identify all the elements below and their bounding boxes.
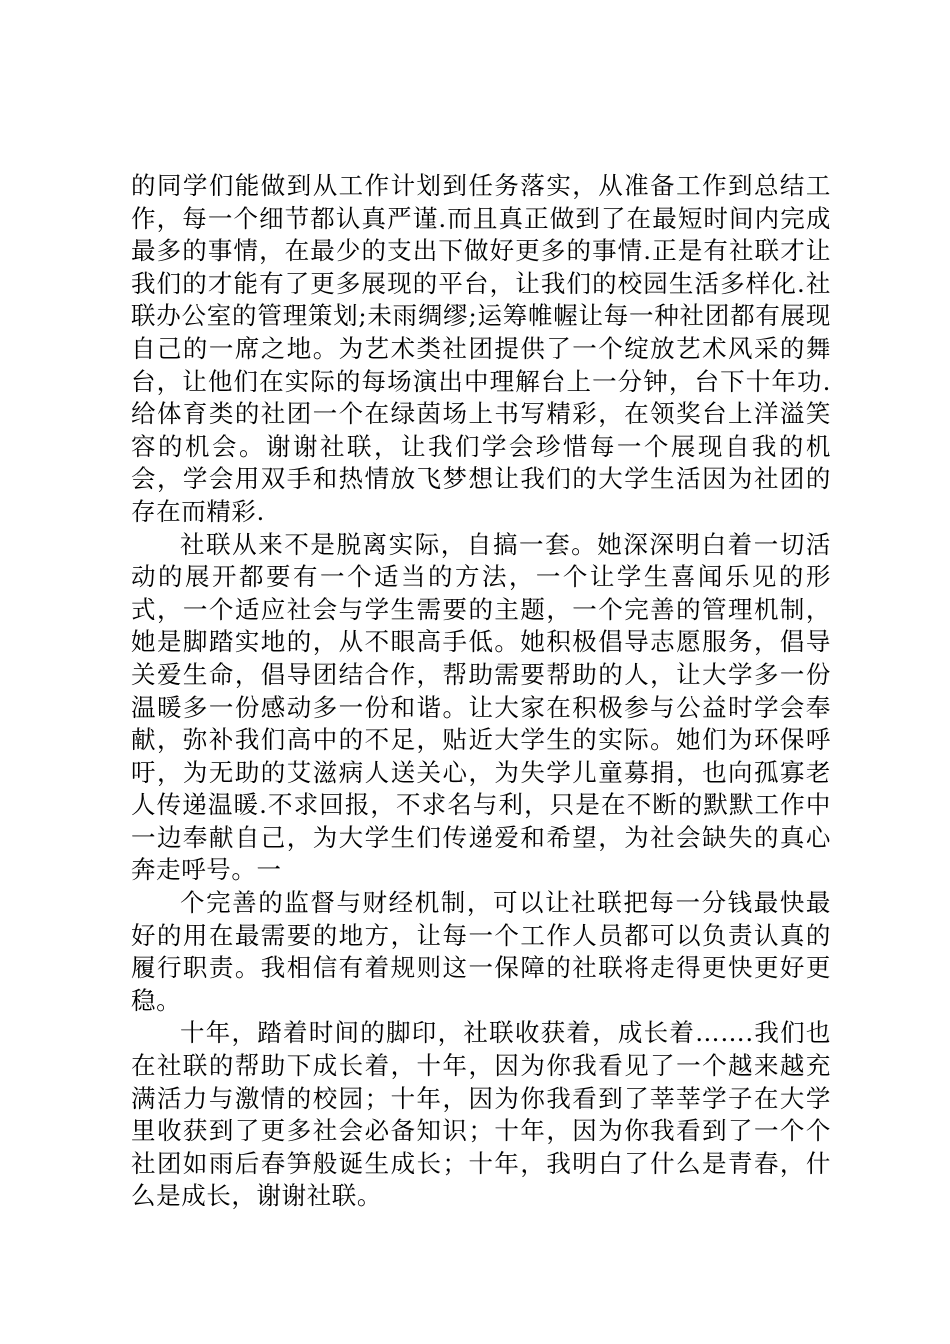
paragraph-continuation: 的同学们能做到从工作计划到任务落实，从准备工作到总结工作，每一个细节都认真严谨.而且真正做到了在最短时间内完成最多的事情，在最少的支出下做好更多的事情.正是有社联才让我们的才能有了更多展现的平台，让我们的校园生活多样化.社联办公室的管理策划;未雨绸缪;运筹帷幄让每一种社团都有展现自己的一席之地。为艺术类社团提供了一个绽放艺术风采的舞台，让他们在实际的每场演出中理解台上一分钟，台下十年功.给体育类的社团一个在绿茵场上书写精彩，在领奖台上洋溢笑容的机会。谢谢社联，让我们学会珍惜每一个展现自我的机会，学会用双手和热情放飞梦想让我们的大学生活因为社团的存在而精彩. (131, 171, 831, 526)
paragraph-supervision: 个完善的监督与财经机制，可以让社联把每一分钱最快最好的用在最需要的地方，让每一个工作人员都可以负责认真的履行职责。我相信有着规则这一保障的社联将走得更快更好更稳。 (131, 888, 831, 1015)
paragraph-ten-years: 十年，踏着时间的脚印，社联收获着，成长着…….我们也在社联的帮助下成长着，十年，因为你我看见了一个越来越充满活力与激情的校园；十年，因为你我看到了莘莘学子在大学里收获到了更多社会必备知识；十年，因为你我看到了一个个社团如雨后春笋般诞生成长；十年，我明白了什么是青春，什么是成长，谢谢社联。 (131, 1018, 831, 1211)
paragraph-practice: 社联从来不是脱离实际，自搞一套。她深深明白着一切活动的展开都要有一个适当的方法，一个让学生喜闻乐见的形式，一个适应社会与学生需要的主题，一个完善的管理机制，她是脚踏实地的，从不眼高手低。她积极倡导志愿服务，倡导关爱生命，倡导团结合作，帮助需要帮助的人，让大学多一份温暖多一份感动多一份和谐。让大家在积极参与公益时学会奉献，弥补我们高中的不足，贴近大学生的实际。她们为环保呼吁，为无助的艾滋病人送关心，为失学儿童募捐，也向孤寡老人传递温暖.不求回报，不求名与利，只是在不断的默默工作中一边奉献自己，为大学生们传递爱和希望，为社会缺失的真心奔走呼号。一 (131, 529, 831, 885)
document-body (131, 170, 831, 1213)
